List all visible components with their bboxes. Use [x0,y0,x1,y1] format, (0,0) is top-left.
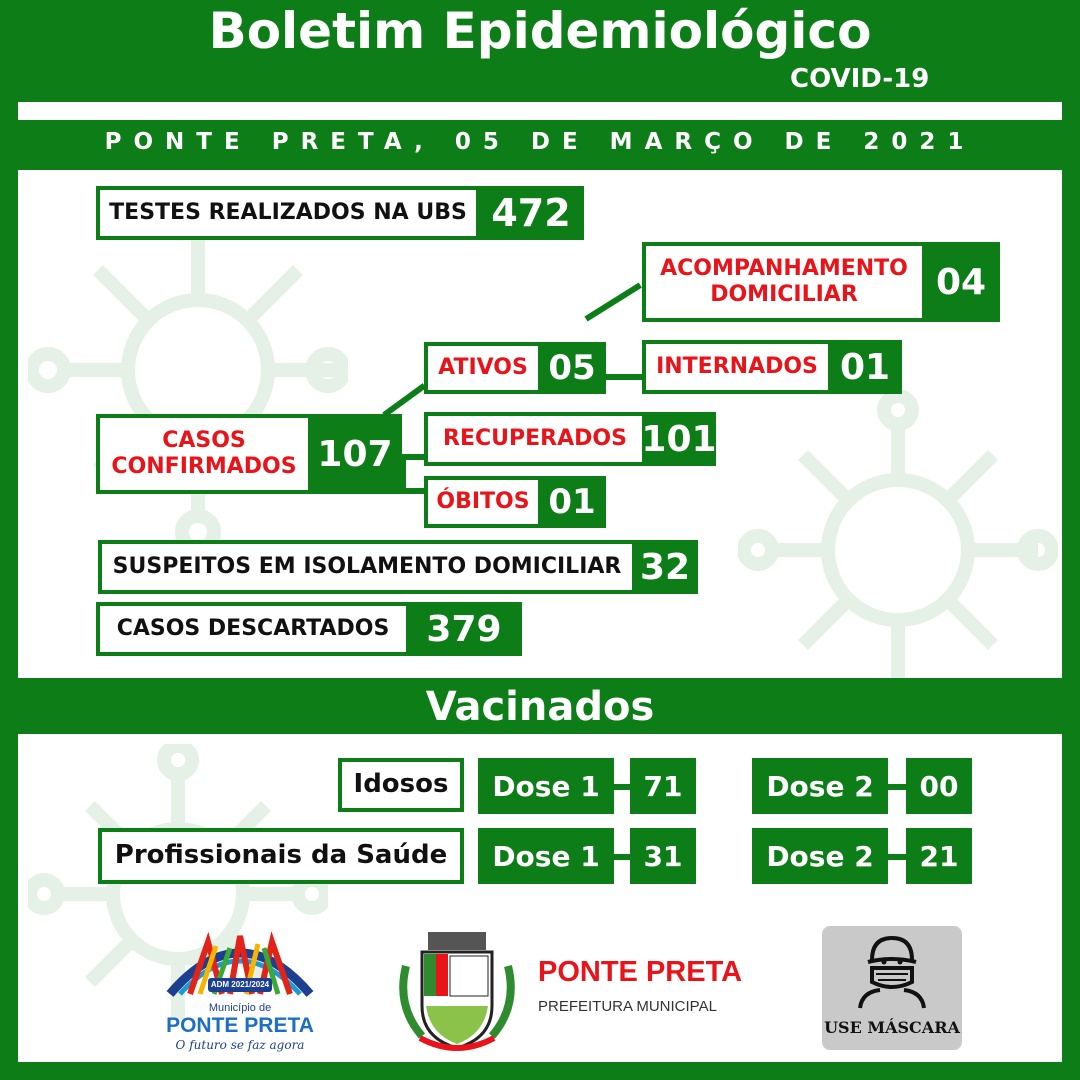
internados-label-text: INTERNADOS [656,353,818,379]
internados-label [642,340,832,394]
recuperados-label [424,412,646,466]
municipio-adm: ADM 2021/2024 [210,980,270,989]
idosos-dose2-label: Dose 2 [752,758,888,814]
idosos-dose1-label: Dose 1 [478,758,614,814]
descartados-value: 379 [406,602,522,656]
obitos-value: 01 [538,476,606,528]
profissionais-dose2-value: 21 [906,828,972,884]
ativos-label-text: ATIVOS [438,354,528,380]
connector [886,784,908,790]
recuperados-label-text: RECUPERADOS [443,425,627,451]
recuperados-value: 101 [642,412,716,466]
connector [886,854,908,860]
municipio-slogan: O futuro se faz agora [175,1038,305,1052]
testes-label [96,186,480,240]
prefeitura-name: PONTE PRETA [538,956,743,988]
mask-face-icon [852,932,932,1010]
vacinados-title: Vacinados [425,684,655,730]
idosos-dose1-value: 71 [630,758,696,814]
ativos-value: 05 [538,342,606,394]
suspeitos-label [98,540,636,594]
municipio-name: PONTE PRETA [166,1014,314,1037]
mask-label: USE MÁSCARA [824,1018,960,1037]
confirmados-line1: CASOS [162,427,246,453]
acompanhamento-label [642,242,926,322]
dateline: PONTE PRETA, 05 DE MARÇO DE 2021 [104,129,976,155]
virus-watermark-icon [738,390,1058,678]
confirmados-line2: CONFIRMADOS [111,454,297,479]
profissionais-dose1-value: 31 [630,828,696,884]
obitos-label-text: ÓBITOS [436,488,530,514]
descartados-label-text: CASOS DESCARTADOS [116,615,390,641]
vac-group-idosos [338,758,464,812]
confirmados-value: 107 [308,414,402,494]
page-title: Boletim Epidemiológico [208,2,872,60]
municipio-small: Município de [208,1002,272,1014]
connector [612,784,632,790]
page-subtitle: COVID-19 [790,64,930,94]
acompanhamento-line2: DOMICILIAR [710,282,858,307]
mask-card [822,926,962,1050]
testes-label-text: TESTES REALIZADOS NA UBS [109,199,467,225]
vac-group-profissionais [98,828,464,884]
municipio-logo [160,922,320,1056]
suspeitos-value: 32 [632,540,698,594]
confirmados-label [96,414,312,494]
acompanhamento-value: 04 [922,242,1000,322]
vac-group-profissionais-text: Profissionais da Saúde [114,840,448,871]
prefeitura-logo [392,926,772,1056]
profissionais-dose1-label: Dose 1 [478,828,614,884]
internados-value: 01 [828,340,902,394]
suspeitos-label-text: SUSPEITOS EM ISOLAMENTO DOMICILIAR [112,553,622,579]
vac-group-idosos-text: Idosos [353,769,449,800]
acompanhamento-line1: ACOMPANHAMENTO [660,255,908,281]
connector [612,854,632,860]
prefeitura-sub: PREFEITURA MUNICIPAL [538,998,717,1015]
descartados-label [96,602,410,656]
ativos-label [424,342,542,394]
profissionais-dose2-label: Dose 2 [752,828,888,884]
testes-value: 472 [478,186,584,240]
header-divider [18,102,1062,120]
idosos-dose2-value: 00 [906,758,972,814]
connector [604,374,646,380]
obitos-label [424,476,542,528]
coat-of-arms-icon [392,926,522,1056]
connector [400,488,426,494]
